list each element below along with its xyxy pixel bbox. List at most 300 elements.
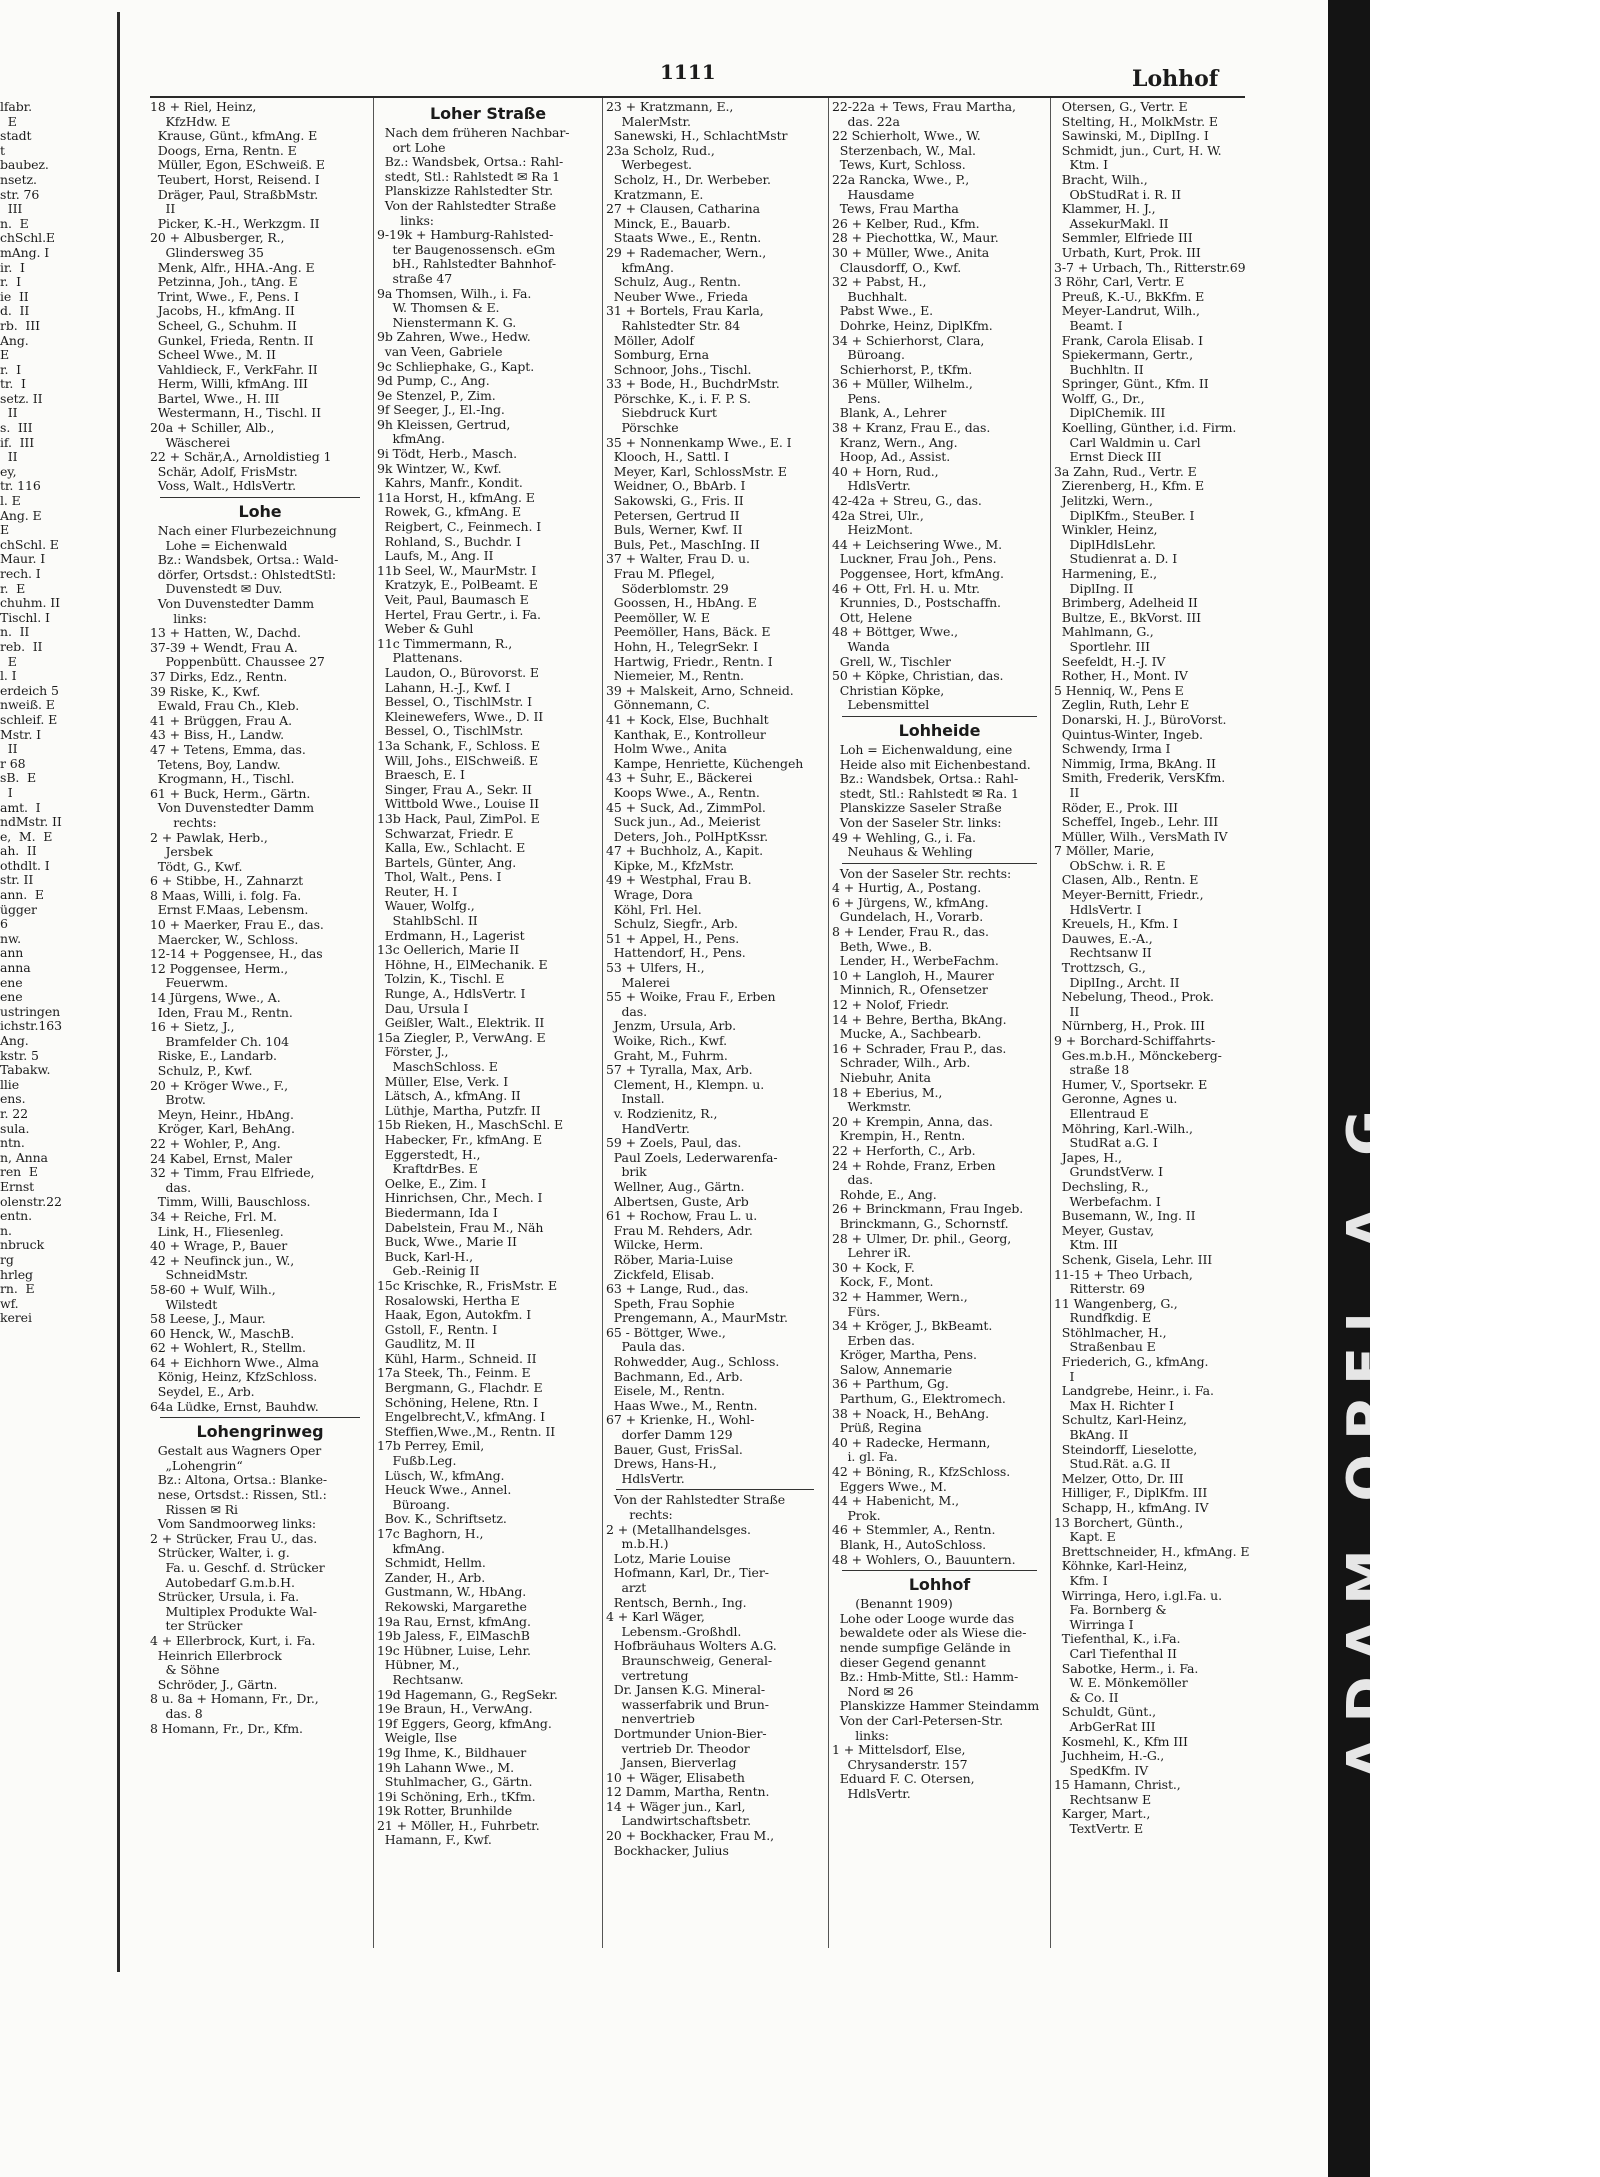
directory-entry-line: Doogs, Erna, Rentn. E (150, 142, 297, 158)
directory-entry-line: Picker, K.-H., Werkzgm. II (150, 215, 320, 231)
directory-entry-line: 12 Poggensee, Herm., (150, 960, 288, 976)
directory-entry-line: Thol, Walt., Pens. I (377, 869, 502, 885)
directory-entry-line: 19f Eggers, Georg, kfmAng. (377, 1715, 552, 1731)
directory-entry-line: n, Anna (0, 1149, 48, 1165)
directory-entry-line: Menk, Alfr., HHA.-Ang. E (150, 259, 315, 275)
directory-entry-line: Rechtsanw. (377, 1671, 464, 1687)
directory-entry-line: Kalla, Ew., Schlacht. E (377, 840, 526, 856)
directory-entry-line: Pens. (832, 390, 881, 406)
directory-entry-line: Hattendorf, H., Pens. (606, 945, 746, 961)
directory-entry-line: Krogmann, H., Tischl. (150, 771, 295, 787)
directory-entry-line: rechts: (150, 814, 217, 830)
directory-entry-line: Link, H., Fliesenleg. (150, 1223, 284, 1239)
directory-entry-line: Kratzyk, E., PolBeamt. E (377, 577, 538, 593)
directory-entry-line: Grell, W., Tischler (832, 653, 951, 669)
directory-entry-line: e, M. E (0, 828, 53, 844)
directory-entry-line: Nord ✉ 26 (832, 1683, 914, 1699)
directory-entry-line: ntn. (0, 1135, 25, 1151)
directory-entry-line: schleif. E (0, 711, 58, 727)
directory-entry-line: str. II (0, 872, 34, 888)
directory-entry-line: DiplIng., Archt. II (1054, 974, 1180, 990)
directory-entry-line: II (0, 449, 18, 465)
directory-entry-line: Dr. Jansen K.G. Mineral- (606, 1682, 765, 1698)
directory-entry-line: ustringen (0, 1003, 61, 1019)
directory-entry-line: d. II (0, 303, 30, 319)
directory-entry-line: if. III (0, 434, 35, 450)
directory-entry-line: Stöhlmacher, H., (1054, 1324, 1167, 1340)
directory-entry-line: Engelbrecht,V., kfmAng. I (377, 1409, 546, 1425)
directory-entry-line: das. 22a (832, 113, 900, 129)
directory-entry-line: HdlsVertr. (832, 1785, 911, 1801)
directory-entry-line: 58-60 + Wulf, Wilh., (150, 1281, 276, 1297)
directory-entry-line: wf. (0, 1295, 19, 1311)
directory-entry-line: 19c Hübner, Luise, Lehr. (377, 1642, 531, 1658)
directory-entry-line: 47 + Tetens, Emma, das. (150, 741, 306, 757)
directory-entry-line: Klammer, H. J., (1054, 201, 1156, 217)
directory-entry-line: Geißler, Walt., Elektrik. II (377, 1015, 545, 1031)
directory-entry-line: Feuerwm. (150, 975, 229, 991)
directory-entry-line: Carl Waldmin u. Carl (1054, 434, 1201, 450)
directory-entry-line: 9e Stenzel, P., Zim. (377, 387, 496, 403)
directory-entry-line: Meyer-Landrut, Wilh., (1054, 303, 1200, 319)
directory-entry-line: BkAng. II (1054, 1427, 1129, 1443)
directory-entry-line: Prok. (832, 1507, 881, 1523)
directory-entry-line: E (0, 113, 17, 129)
directory-entry-line: Gönnemann, C. (606, 697, 710, 713)
page-number: 1111 (660, 60, 716, 84)
directory-entry-line: Ang. E (0, 507, 42, 523)
section-rule (160, 497, 360, 498)
directory-entry-line: 13c Oellerich, Marie II (377, 942, 520, 958)
directory-entry-line: Mucke, A., Sachbearb. (832, 1026, 982, 1042)
directory-entry-line: Donarski, H. J., BüroVorst. (1054, 711, 1227, 727)
directory-entry-line: 22 + Schär,A., Arnoldistieg 1 (150, 449, 332, 465)
directory-entry-line: Koelling, Günther, i.d. Firm. (1054, 420, 1237, 436)
directory-entry-line: Hilliger, F., DiplKfm. III (1054, 1485, 1208, 1501)
directory-entry-line: 12-14 + Poggensee, H., das (150, 946, 323, 962)
directory-entry-line: 6 + Stibbe, H., Zahnarzt (150, 873, 304, 889)
directory-entry-line: 15a Ziegler, P., VerwAng. E (377, 1029, 546, 1045)
directory-entry-line: Tolzin, K., Tischl. E (377, 971, 505, 987)
directory-entry-line: 9b Zahren, Wwe., Hedw. (377, 329, 531, 345)
directory-entry-line: Mahlmann, G., (1054, 624, 1154, 640)
directory-entry-line: Heuck Wwe., Annel. (377, 1482, 512, 1498)
directory-entry-line: Neuber Wwe., Frieda (606, 288, 748, 304)
directory-entry-line: HeizMont. (832, 522, 913, 538)
directory-entry-line: 34 + Kröger, J., BkBeamt. (832, 1318, 993, 1334)
directory-entry-line: 62 + Wohlert, R., Stellm. (150, 1340, 306, 1356)
directory-entry-line: Hoop, Ad., Assist. (832, 449, 951, 465)
header-rule (150, 96, 1245, 98)
directory-entry-line: HandVertr. (606, 1120, 690, 1136)
directory-entry-line: ort Lohe (377, 139, 446, 155)
directory-entry-line: 55 + Woike, Frau F., Erben (606, 989, 776, 1005)
directory-entry-line: Prengemann, A., MaurMstr. (606, 1310, 788, 1326)
directory-entry-line: Bz.: Hmb-Mitte, Stl.: Hamm- (832, 1669, 1019, 1685)
directory-entry-line: Fa. u. Geschf. d. Strücker (150, 1560, 325, 1575)
directory-entry-line: Vahldieck, F., VerkFahr. II (150, 361, 318, 377)
directory-entry-line: Humer, V., Sportsekr. E (1054, 1076, 1208, 1092)
directory-entry-line: Buls, Pet., MaschIng. II (606, 536, 760, 552)
directory-entry-line: 3a Zahn, Rud., Vertr. E (1054, 463, 1197, 479)
directory-entry-line: 16 + Schrader, Frau P., das. (832, 1040, 1007, 1056)
directory-entry-line: 19d Hagemann, G., RegSekr. (377, 1686, 558, 1702)
directory-entry-line: Kreuels, H., Kfm. I (1054, 916, 1178, 932)
directory-entry-line: Strücker, Walter, i. g. (150, 1545, 290, 1561)
directory-entry-line: Sterzenbach, W., Mal. (832, 142, 976, 158)
directory-entry-line: sula. (0, 1120, 30, 1136)
directory-entry-line: stedt, Stl.: Rahlstedt ✉ Ra. 1 (832, 785, 1019, 801)
directory-entry-line: StahlbSchl. II (377, 913, 478, 929)
directory-entry-line: 20 + Bockhacker, Frau M., (606, 1828, 775, 1844)
directory-entry-line: 64 + Eichhorn Wwe., Alma (150, 1354, 319, 1370)
directory-entry-line: Holm Wwe., Anita (606, 741, 727, 757)
directory-entry-line: 13 Borchert, Günth., (1054, 1514, 1184, 1530)
directory-entry-line: 47 + Buchholz, A., Kapit. (606, 843, 763, 859)
directory-entry-line: sB. E (0, 770, 37, 786)
directory-entry-line: Lohe = Eichenwald (150, 537, 288, 553)
directory-entry-line: 42 + Neufinck jun., W., (150, 1252, 295, 1268)
directory-entry-line: 48 + Böttger, Wwe., (832, 624, 959, 640)
directory-entry-line: Pörschke (606, 420, 679, 436)
directory-entry-line: Ott, Helene (832, 609, 913, 625)
directory-entry-line: Meyn, Heinr., HbAng. (150, 1106, 294, 1122)
directory-entry-line: Ewald, Frau Ch., Kleb. (150, 698, 300, 714)
directory-entry-line: kerei (0, 1310, 32, 1326)
directory-entry-line: 9d Pump, C., Ang. (377, 373, 490, 389)
directory-entry-line: 2 + Pawlak, Herb., (150, 829, 268, 845)
directory-entry-line: Ktm. I (1054, 157, 1108, 173)
directory-entry-line: ndMstr. II (0, 814, 62, 830)
directory-entry-line: Kanthak, E., Kontrolleur (606, 726, 766, 742)
street-heading: Lohe (238, 502, 282, 522)
directory-entry-line: Stelting, H., MolkMstr. E (1054, 113, 1218, 129)
directory-entry-line: Schröder, J., Gärtn. (150, 1676, 278, 1692)
directory-entry-line: E (0, 522, 10, 538)
directory-entry-line: W. Thomsen & E. (377, 300, 500, 316)
directory-entry-line: chSchl.E (0, 230, 55, 246)
directory-entry-line: vertretung (606, 1667, 689, 1683)
directory-entry-line: Wrage, Dora (606, 887, 693, 903)
directory-entry-line: das. (606, 1003, 647, 1019)
directory-entry-line: Kröger, Karl, BehAng. (150, 1121, 295, 1137)
directory-entry-line: Harmening, E., (1054, 566, 1158, 581)
directory-entry-line: Hofbräuhaus Wolters A.G. (606, 1638, 777, 1654)
directory-entry-line: l. E (0, 493, 21, 509)
directory-entry-line: Werbefachm. I (1054, 1193, 1161, 1209)
directory-entry-line: 36 + Müller, Wilhelm., (832, 376, 973, 392)
directory-entry-line: 6 (0, 916, 8, 932)
directory-entry-line: Schuldt, Günt., (1054, 1704, 1156, 1720)
directory-entry-line: Herm, Willi, kfmAng. III (150, 376, 308, 392)
directory-entry-line: Bz.: Wandsbek, Ortsa.: Rahl- (832, 771, 1019, 787)
column-divider (373, 98, 374, 1948)
directory-entry-line: 11c Timmermann, R., (377, 635, 513, 651)
directory-entry-line: 60 Henck, W., MaschB. (150, 1325, 295, 1341)
directory-entry-line: Eggerstedt, H., (377, 1146, 481, 1162)
directory-entry-line: Sanewski, H., SchlachtMstr (606, 128, 788, 144)
directory-entry-line: Malerei (606, 974, 670, 990)
directory-entry-line: HdlsVertr. I (1054, 901, 1142, 917)
directory-entry-line: Landgrebe, Heinr., i. Fa. (1054, 1383, 1214, 1399)
directory-entry-line: Frank, Carola Elisab. I (1054, 332, 1203, 348)
directory-entry-line: 42 + Böning, R., KfzSchloss. (832, 1464, 1011, 1480)
directory-entry-line: kfmAng. (606, 259, 674, 275)
directory-entry-line: Fürs. (832, 1303, 881, 1319)
directory-entry-line: Förster, J., (377, 1044, 449, 1060)
directory-entry-line: 61 + Rochow, Frau L. u. (606, 1208, 758, 1224)
directory-entry-line: Nach einer Flurbezeichnung (150, 523, 337, 539)
directory-entry-line: entn. (0, 1208, 32, 1224)
directory-entry-line: Schrader, Wilh., Arb. (832, 1055, 971, 1071)
directory-entry-line: ter Strücker (150, 1618, 243, 1634)
directory-entry-line: 10 + Wäger, Elisabeth (606, 1769, 745, 1785)
directory-entry-line: Krause, Günt., kfmAng. E (150, 128, 318, 144)
directory-entry-line: Nach dem früheren Nachbar- (377, 125, 570, 140)
directory-entry-line: Wirringa I (1054, 1616, 1134, 1632)
directory-entry-line: Somburg, Erna (606, 347, 709, 363)
directory-entry-line: Scholz, H., Dr. Werbeber. (606, 171, 771, 187)
directory-entry-line: KfzHdw. E (150, 113, 231, 129)
directory-entry-line: Runge, A., HdlsVertr. I (377, 986, 526, 1002)
directory-entry-line: 11-15 + Theo Urbach, (1054, 1266, 1193, 1282)
directory-entry-line: Spiekermann, Gertr., (1054, 347, 1193, 363)
directory-entry-line: Tiefenthal, K., i.Fa. (1054, 1631, 1181, 1647)
directory-entry-line: Neuhaus & Wehling (832, 844, 973, 860)
directory-entry-line: Werkmstr. (832, 1099, 912, 1115)
directory-entry-line: nbruck (0, 1237, 45, 1253)
directory-entry-line: DiplChemik. III (1054, 405, 1166, 421)
directory-entry-line: Ernst (0, 1178, 35, 1194)
directory-entry-line: Wauer, Wolfg., (377, 898, 475, 914)
directory-entry-line: Melzer, Otto, Dr. III (1054, 1470, 1184, 1486)
directory-entry-line: Höhne, H., ElMechanik. E (377, 956, 548, 972)
directory-entry-line: Lätsch, A., kfmAng. II (377, 1088, 521, 1104)
directory-entry-line: König, Heinz, KfzSchloss. (150, 1369, 318, 1385)
directory-entry-line: Schierhorst, P., tKfm. (832, 361, 973, 377)
directory-entry-line: nese, Ortsdst.: Rissen, Stl.: (150, 1487, 327, 1503)
directory-entry-line: dörfer, Ortsdst.: OhlstedtStl: (150, 566, 337, 582)
directory-entry-line: Brotw. (150, 1092, 206, 1108)
directory-entry-line: Söderblomstr. 29 (606, 580, 729, 596)
directory-entry-line: Gstoll, F., Rentn. I (377, 1321, 498, 1337)
directory-entry-line: rechts: (606, 1507, 673, 1522)
directory-entry-line: 67 + Krienke, H., Wohl- (606, 1412, 755, 1428)
directory-entry-line: Max H. Richter I (1054, 1397, 1174, 1413)
directory-entry-line: m.b.H.) (606, 1536, 669, 1552)
directory-entry-line: Buck, Karl-H., (377, 1248, 473, 1264)
directory-entry-line: 4 + Hurtig, A., Postang. (832, 880, 982, 896)
directory-entry-line: Nebelung, Theod., Prok. (1054, 989, 1214, 1005)
directory-entry-line: 40 + Horn, Rud., (832, 463, 939, 479)
directory-entry-line: Brinckmann, G., Schornstf. (832, 1215, 1009, 1231)
directory-entry-line: 32 + Pabst, H., (832, 274, 927, 290)
directory-entry-line: 19a Rau, Ernst, kfmAng. (377, 1613, 531, 1629)
directory-entry-line: 39 Riske, K., Kwf. (150, 683, 261, 699)
directory-entry-line: Siebdruck Kurt (606, 405, 717, 421)
directory-entry-line: Bockhacker, Julius (606, 1842, 729, 1858)
directory-entry-line: Install. (606, 1091, 665, 1107)
directory-entry-line: Zickfeld, Elisab. (606, 1266, 715, 1282)
running-head: Lohhof (1132, 66, 1219, 92)
directory-entry-line: 4 + Ellerbrock, Kurt, i. Fa. (150, 1632, 316, 1648)
directory-entry-line: Büroang. (832, 347, 905, 363)
directory-entry-line: Heinrich Ellerbrock (150, 1647, 282, 1663)
directory-entry-line: das. (150, 1179, 191, 1195)
directory-entry-line: Landwirtschaftsbetr. (606, 1813, 751, 1829)
directory-entry-line: Kühl, Harm., Schneid. II (377, 1350, 537, 1366)
directory-entry-line: Singer, Frau A., Sekr. II (377, 781, 532, 797)
directory-entry-line: Christian Köpke, (832, 682, 945, 698)
directory-entry-line: ArbGerRat III (1054, 1718, 1156, 1734)
directory-entry-line: Lehrer iR. (832, 1245, 911, 1261)
directory-entry-line: 2 + Strücker, Frau U., das. (150, 1530, 318, 1546)
directory-entry-line: Otersen, G., Vertr. E (1054, 99, 1188, 114)
directory-entry-line: das. 8 (150, 1705, 203, 1721)
directory-entry-line: Bessel, O., TischlMstr. I (377, 694, 532, 710)
directory-entry-line: Maercker, W., Schloss. (150, 931, 299, 947)
directory-entry-line: 46 + Ott, Frl. H. u. Mtr. (832, 580, 980, 596)
directory-entry-line: 32 + Timm, Frau Elfriede, (150, 1165, 315, 1181)
directory-entry-line: 18 + Riel, Heinz, (150, 99, 257, 114)
directory-entry-line: Kratzmann, E. (606, 186, 704, 202)
directory-entry-line: 40 + Wrage, P., Bauer (150, 1238, 288, 1254)
street-heading: Lohengrinweg (196, 1422, 324, 1442)
directory-entry-line: Buls, Werner, Kwf. II (606, 522, 743, 538)
directory-entry-line: 20a + Schiller, Alb., (150, 420, 275, 436)
directory-entry-line: Brettschneider, H., kfmAng. E (1054, 1543, 1250, 1559)
directory-entry-line: Tabakw. (0, 1062, 51, 1078)
directory-entry-line: Urbath, Kurt, Prok. III (1054, 244, 1201, 260)
directory-entry-line: Ernst F.Maas, Lebensm. (150, 902, 309, 918)
directory-entry-line: ir. I (0, 259, 25, 275)
directory-entry-line: 13b Hack, Paul, ZimPol. E (377, 810, 540, 826)
directory-entry-line: Hohn, H., TelegrSekr. I (606, 638, 758, 654)
directory-entry-line: Möhring, Karl.-Wilh., (1054, 1120, 1193, 1136)
directory-entry-line: 36 + Parthum, Gg. (832, 1376, 949, 1392)
directory-entry-line: ObSchw. i. R. E (1054, 857, 1166, 873)
directory-entry-line: 37 Dirks, Edz., Rentn. (150, 668, 288, 684)
directory-entry-line: Wellner, Aug., Gärtn. (606, 1178, 745, 1194)
directory-entry-line: ann (0, 945, 24, 961)
directory-entry-line: chuhm. II (0, 595, 60, 611)
directory-entry-line: II (0, 405, 18, 421)
directory-entry-line: r. I (0, 361, 21, 377)
directory-entry-line: Lüthje, Martha, Putzfr. II (377, 1102, 541, 1118)
directory-entry-line: 22 Schierholt, Wwe., W. (832, 128, 981, 144)
directory-entry-line: Tews, Kurt, Schloss. (832, 157, 966, 173)
directory-column-3 (606, 100, 824, 1950)
directory-entry-line: Erdmann, H., Lagerist (377, 927, 525, 943)
directory-column-1 (150, 100, 370, 1950)
directory-entry-line: Springer, Günt., Kfm. II (1054, 376, 1209, 392)
directory-entry-line: 19g Ihme, K., Bildhauer (377, 1744, 527, 1760)
directory-entry-line: Braesch, E. I (377, 767, 465, 783)
directory-entry-line: Juchheim, H.-G., (1054, 1748, 1165, 1764)
directory-entry-line: 49 + Wehling, G., i. Fa. (832, 829, 976, 845)
directory-entry-line: Drews, Hans-H., (606, 1456, 717, 1472)
directory-entry-line: Winkler, Heinz, (1054, 522, 1158, 538)
directory-entry-line: anna (0, 960, 31, 976)
directory-entry-line: 14 + Wäger jun., Karl, (606, 1798, 746, 1814)
directory-entry-line: 38 + Kranz, Frau E., das. (832, 420, 991, 436)
directory-entry-line: E (0, 347, 10, 363)
directory-entry-line: Zeglin, Ruth, Lehr E (1054, 697, 1190, 713)
column-divider (1050, 98, 1051, 1948)
directory-entry-line: Lender, H., WerbeFachm. (832, 953, 999, 969)
directory-entry-line: 41 + Brüggen, Frau A. (150, 712, 292, 728)
directory-entry-line: rn. E (0, 1281, 35, 1297)
directory-entry-line: Blank, H., AutoSchloss. (832, 1537, 987, 1552)
directory-entry-line: Schulz, P., Kwf. (150, 1063, 253, 1078)
directory-entry-line: brik (606, 1164, 647, 1180)
directory-entry-line: Riske, E., Landarb. (150, 1048, 277, 1064)
directory-entry-line: r. E (0, 580, 26, 596)
directory-entry-line: II (1054, 1003, 1080, 1019)
directory-entry-line: Strücker, Ursula, i. Fa. (150, 1589, 300, 1605)
directory-entry-line: Weidner, O., BbArb. I (606, 478, 746, 494)
directory-entry-line: Kock, F., Mont. (832, 1274, 934, 1290)
directory-entry-line: Nienstermann K. G. (377, 314, 517, 330)
directory-entry-line: 9f Seeger, J., El.-Ing. (377, 402, 505, 418)
directory-entry-line: TextVertr. E (1054, 1821, 1144, 1837)
directory-entry-line: setz. II (0, 390, 43, 406)
directory-entry-line: Rundfkdig. E (1054, 1310, 1152, 1326)
directory-entry-line: Clasen, Alb., Rentn. E (1054, 872, 1199, 888)
directory-entry-line: Dechsling, R., (1054, 1178, 1149, 1194)
directory-entry-line: 3 Röhr, Carl, Vertr. E (1054, 274, 1185, 290)
directory-entry-line: I (0, 784, 13, 800)
directory-entry-line: Von der Rahlstedter Straße (606, 1492, 786, 1508)
directory-entry-line: Ritterstr. 69 (1054, 1281, 1145, 1297)
directory-entry-line: Dabelstein, Frau M., Näh (377, 1219, 544, 1235)
directory-entry-line: reb. II (0, 638, 43, 654)
directory-entry-line: lfabr. (0, 99, 33, 114)
directory-entry-line: links: (832, 1727, 889, 1743)
directory-entry-line: Von der Saseler Str. rechts: (832, 865, 1012, 881)
directory-entry-line: 30 + Müller, Wwe., Anita (832, 244, 990, 260)
directory-entry-line: 17b Perrey, Emil, (377, 1438, 485, 1454)
directory-entry-line: Schmidt, Hellm. (377, 1555, 486, 1571)
directory-entry-line: Meyer, Karl, SchlossMstr. E (606, 463, 787, 479)
directory-entry-line: 15c Krischke, R., FrisMstr. E (377, 1277, 557, 1293)
directory-entry-line: r. I (0, 274, 21, 290)
directory-entry-line: Krunnies, D., Postschaffn. (832, 595, 1001, 611)
directory-entry-line: baubez. (0, 157, 49, 173)
directory-entry-line: Von Duvenstedter Damm (150, 800, 315, 816)
directory-entry-line: Ernst Dieck III (1054, 449, 1162, 465)
directory-entry-line: rb. III (0, 317, 40, 333)
directory-entry-line: olenstr.22 (0, 1193, 62, 1209)
directory-entry-line: Seefeldt, H.-J. IV (1054, 653, 1166, 669)
directory-entry-line: Trottzsch, G., (1054, 960, 1146, 976)
directory-entry-line: & Co. II (1054, 1689, 1119, 1705)
directory-entry-line: Brimberg, Adelheid II (1054, 595, 1198, 611)
directory-entry-line: DiplIng. II (1054, 580, 1134, 596)
directory-entry-line: AssekurMakl. II (1054, 215, 1169, 231)
directory-entry-line: 43 + Suhr, E., Bäckerei (606, 770, 753, 786)
directory-entry-line: 63 + Lange, Rud., das. (606, 1281, 749, 1297)
directory-entry-line: v. Rodzienitz, R., (606, 1105, 718, 1121)
directory-entry-line: Hübner, M., (377, 1657, 460, 1673)
directory-entry-line: ens. (0, 1091, 26, 1107)
directory-entry-line: Stuhlmacher, G., Gärtn. (377, 1774, 533, 1790)
directory-entry-line: mAng. I (0, 244, 50, 260)
directory-entry-line: Paula das. (606, 1339, 686, 1355)
directory-entry-line: stedt, Stl.: Rahlstedt ✉ Ra 1 (377, 168, 560, 184)
directory-entry-line: Goossen, H., HbAng. E (606, 595, 757, 611)
directory-entry-line: 11b Seel, W., MaurMstr. I (377, 562, 537, 578)
